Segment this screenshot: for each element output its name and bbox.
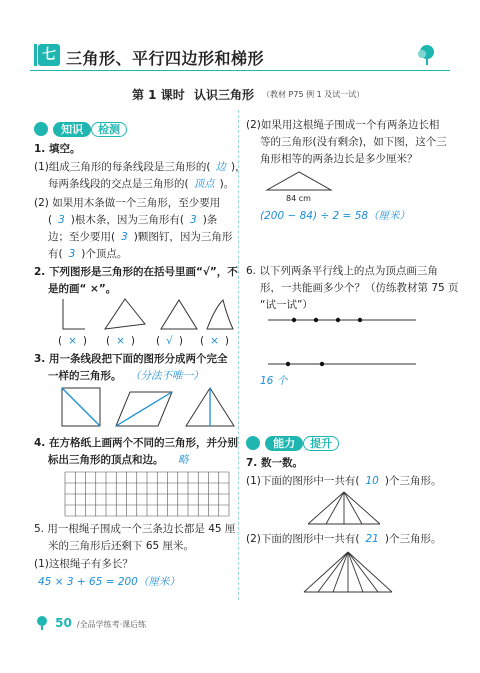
q6-answer: 16 个 [260,375,288,387]
shape-sector [105,299,145,329]
lesson-number: 第 1 课时 [132,88,185,102]
q2-title-b: 是的画“ ×”。 [48,283,117,295]
footer [34,612,146,631]
q7-fan-figure-1 [304,490,384,526]
q6-title-c: “试一试”） [260,299,313,311]
shape-open-angle [63,299,85,329]
section-knowledge [34,118,127,138]
q4-title-b: 标出三角形的顶点和边。 [48,454,164,466]
q2-answer-2: ( × ) [106,335,136,347]
q1-line3: (2) 如果用木条做一个三角形，至少要用 [34,197,221,209]
q7-part1-answer: 10 [365,475,379,487]
section-ability [246,432,339,452]
q3-shapes [60,386,240,430]
q5-part1: (1)这根绳子有多长？ [34,558,133,570]
bulb-icon [34,122,48,136]
shape-curved [207,300,233,329]
q5-part2-b: 等的三角形(没有剩余)，如下图，这个三 [260,136,447,148]
q3-title-a: 3. 用一条线段把下面的图形分成两个完全 [34,353,228,365]
q4-title-a: 4. 在方格纸上画两个不同的三角形，并分别 [34,437,238,449]
tree-icon [414,42,440,72]
q7-title: 7. 数一数。 [246,457,303,469]
q2-title-a: 2. 下列图形是三角形的在括号里画“√”，不 [34,266,238,278]
header-rule [30,70,450,71]
q3-title-b: 一样的三角形。 [48,370,122,382]
q5-part2-c: 角形相等的两条边长是多少厘米？ [260,153,418,165]
isosceles-triangle [265,170,335,194]
q3-note: （分法不唯一） [130,370,204,382]
q5-title-a: 5. 用一根绳子围成一个三条边长都是 45 厘 [34,523,236,535]
bulb-icon [246,436,260,450]
q1-line4: ( 3 )根木条，因为三角形有( 3 )条 [48,214,218,226]
q5-title-b: 米的三角形后还剩下 65 厘米。 [48,540,195,552]
base-length-label: 84 cm [286,194,311,203]
q1-answer-vertex: 顶点 [193,178,215,190]
q2-shapes [55,296,235,332]
q7-part1: (1)下面的图形中一共有( 10 )个三角形。 [246,475,442,487]
q1-line2: 每两条线段的交点是三角形的( 顶点 )。 [48,178,235,190]
parallel-lines [262,312,422,372]
q6-title-a: 6. 以下列两条平行线上的点为顶点画三角 [246,265,438,277]
section2-label-b: 提升 [303,436,339,451]
q1-title: 1. 填空。 [34,143,81,155]
q6-title-b: 形，一共能画多少个？（仿练教材第 75 页 [260,282,459,294]
q1-line6: 有( 3 )个顶点。 [48,248,128,260]
q5-part2-a: (2)如果用这根绳子围成一个有两条边长相 [246,119,440,131]
q2-answer-1: ( × ) [58,335,88,347]
section-label-b: 检测 [91,122,127,137]
q7-part2-answer: 21 [365,533,379,545]
column-divider [238,110,239,600]
q7-part2: (2)下面的图形中一共有( 21 )个三角形。 [246,533,442,545]
q5-part2-answer: (200 − 84) ÷ 2 = 58（厘米） [260,210,411,222]
shape-triangle [161,300,197,329]
q4-note: 略 [178,454,189,466]
section-label-a: 知识 [53,122,91,137]
q7-fan-figure-2 [300,550,396,594]
footer-text: /全品学练考·课后练 [76,620,147,629]
q2-answer-3: ( √ ) [156,335,183,347]
page-number: 50 [55,616,72,630]
q1-line5: 边；至少要用( 3 )颗图钉，因为三角形 [48,231,233,243]
q5-part1-answer: 45 × 3 + 65 = 200（厘米） [38,576,180,588]
lesson-note: （教材 P75 例 1 及试一试） [262,90,365,99]
chapter-title: 三角形、平行四边形和梯形 [66,49,265,68]
chapter-mark: 七 [38,44,60,66]
q1-line1: (1)组成三角形的每条线段是三角形的( 边 )， [34,161,246,173]
q2-answer-4: ( × ) [200,335,230,347]
chapter-bar [34,44,37,66]
q1-answer-edge: 边 [215,161,226,173]
tree-icon [34,615,50,631]
grid-paper [64,471,230,517]
section2-label-a: 能力 [265,436,303,451]
lesson-title: 认识三角形 [194,88,255,102]
